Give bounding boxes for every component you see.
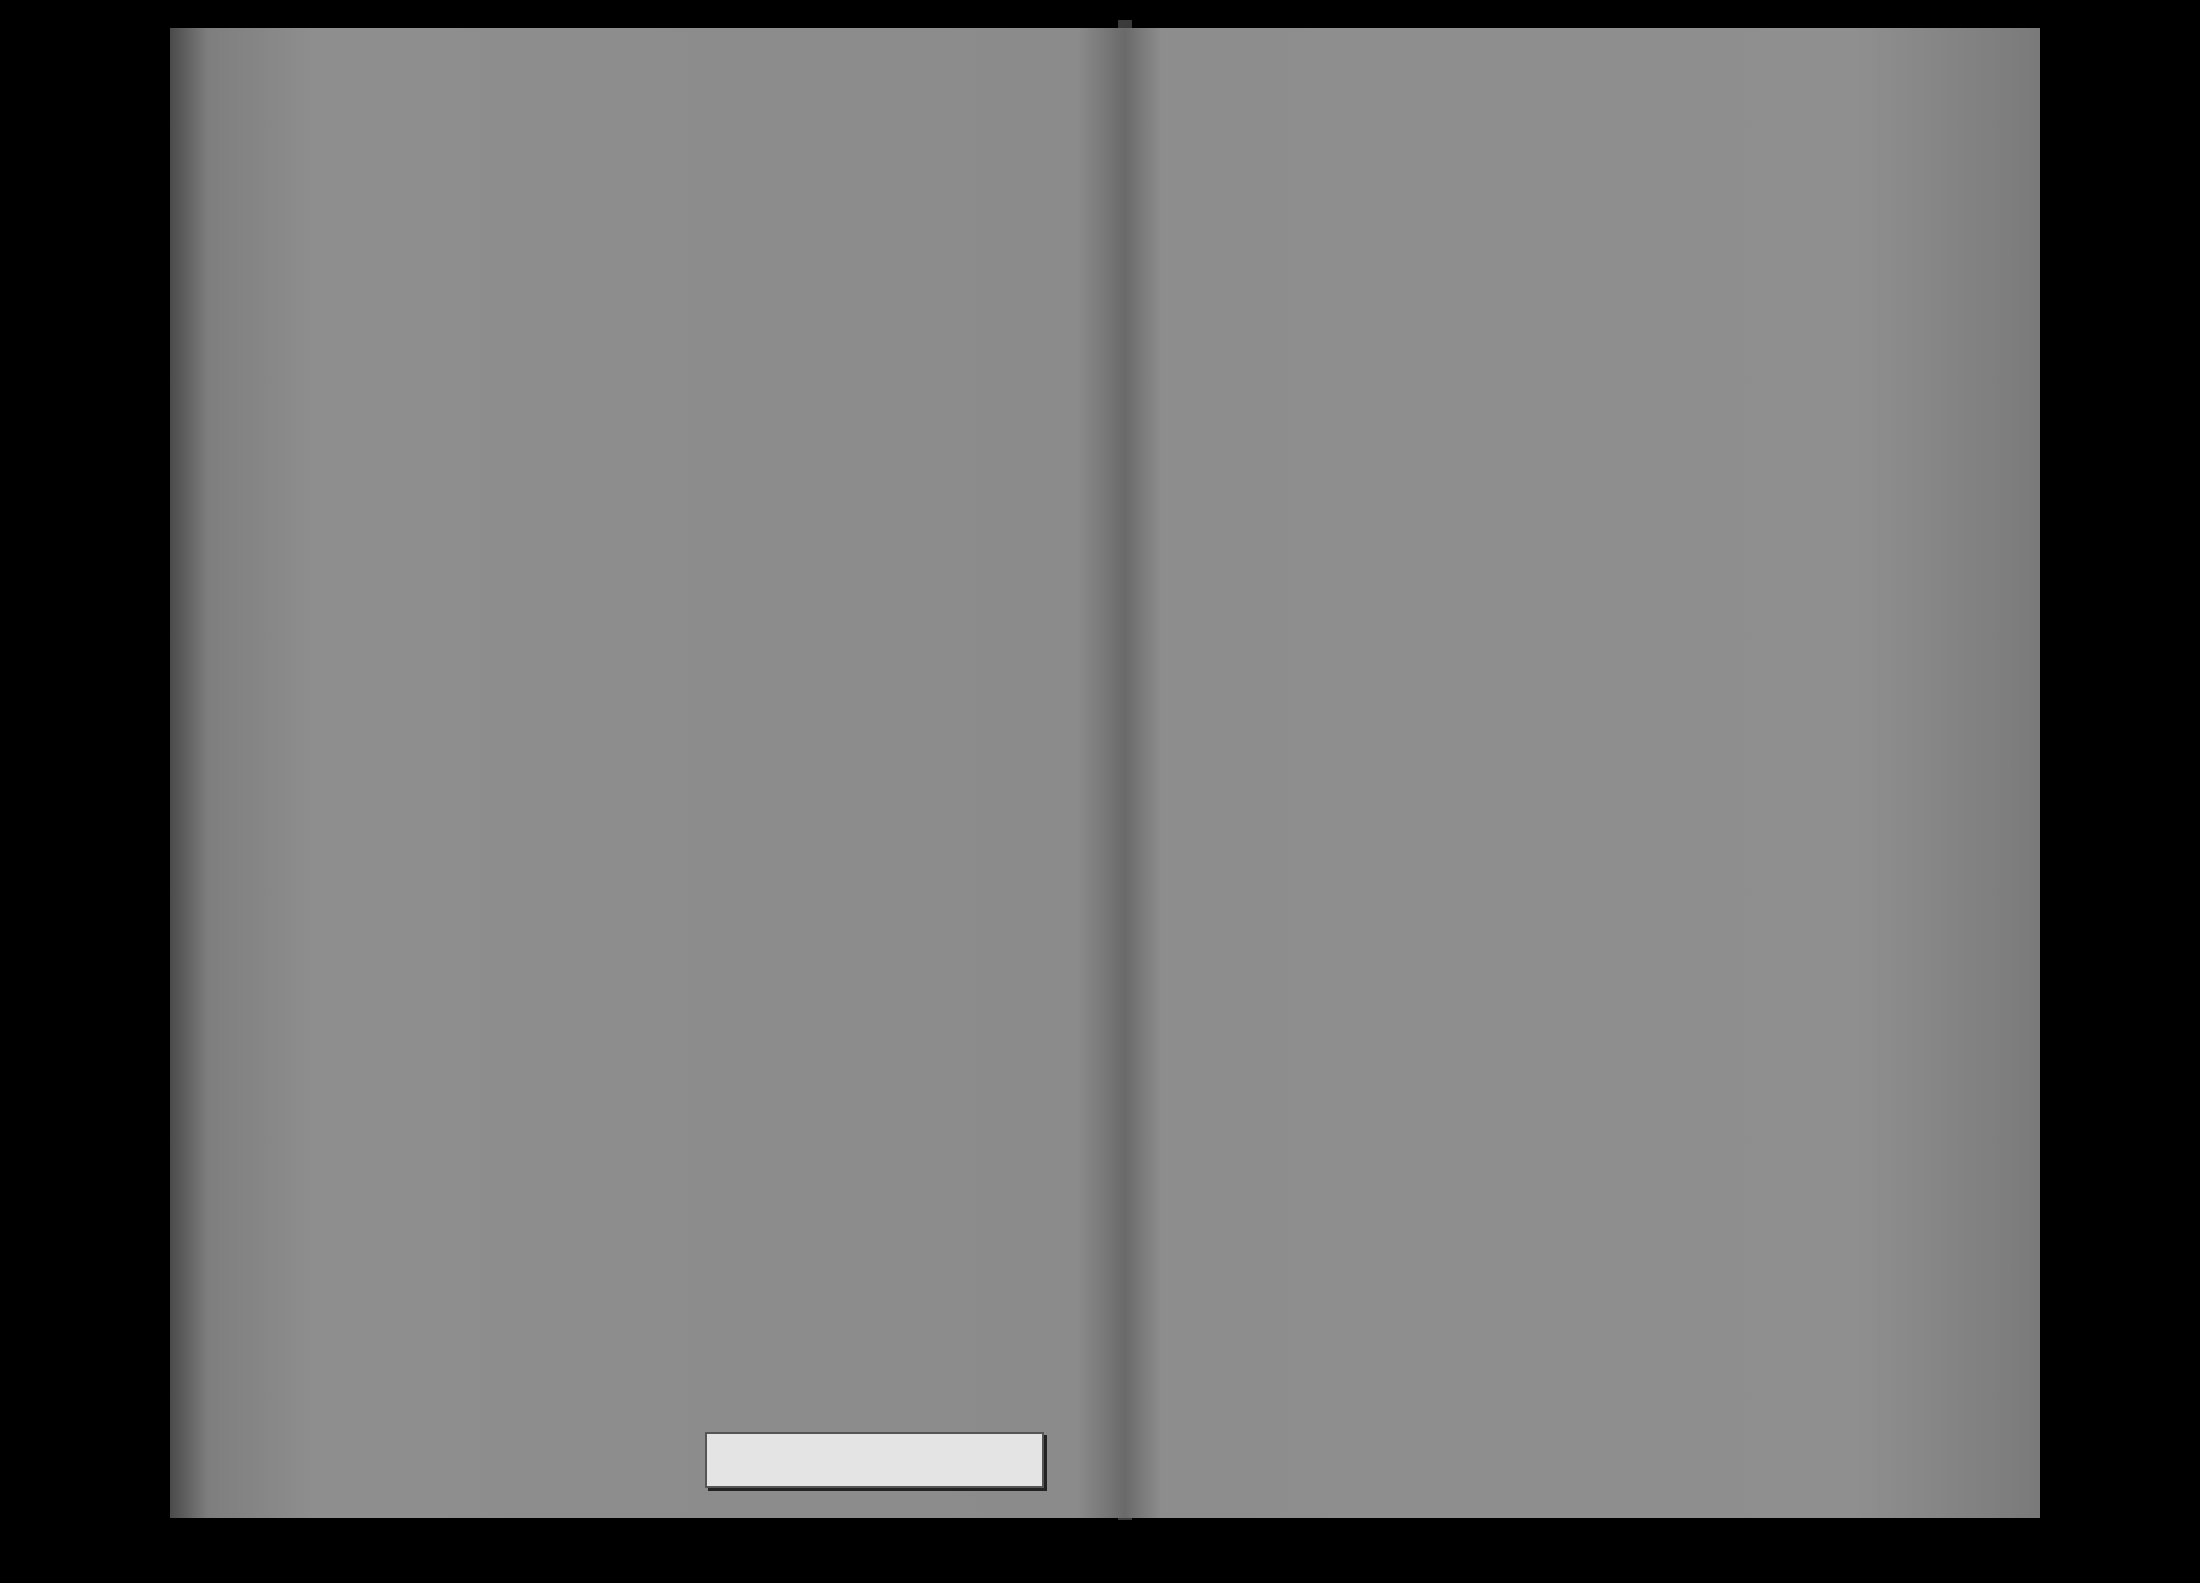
right-page bbox=[1125, 28, 2040, 1518]
header-admitted bbox=[870, 186, 904, 296]
header-catechism bbox=[830, 186, 864, 296]
header-christianity bbox=[784, 186, 818, 296]
left-page bbox=[170, 28, 1125, 1518]
archive-label bbox=[705, 1432, 1044, 1488]
